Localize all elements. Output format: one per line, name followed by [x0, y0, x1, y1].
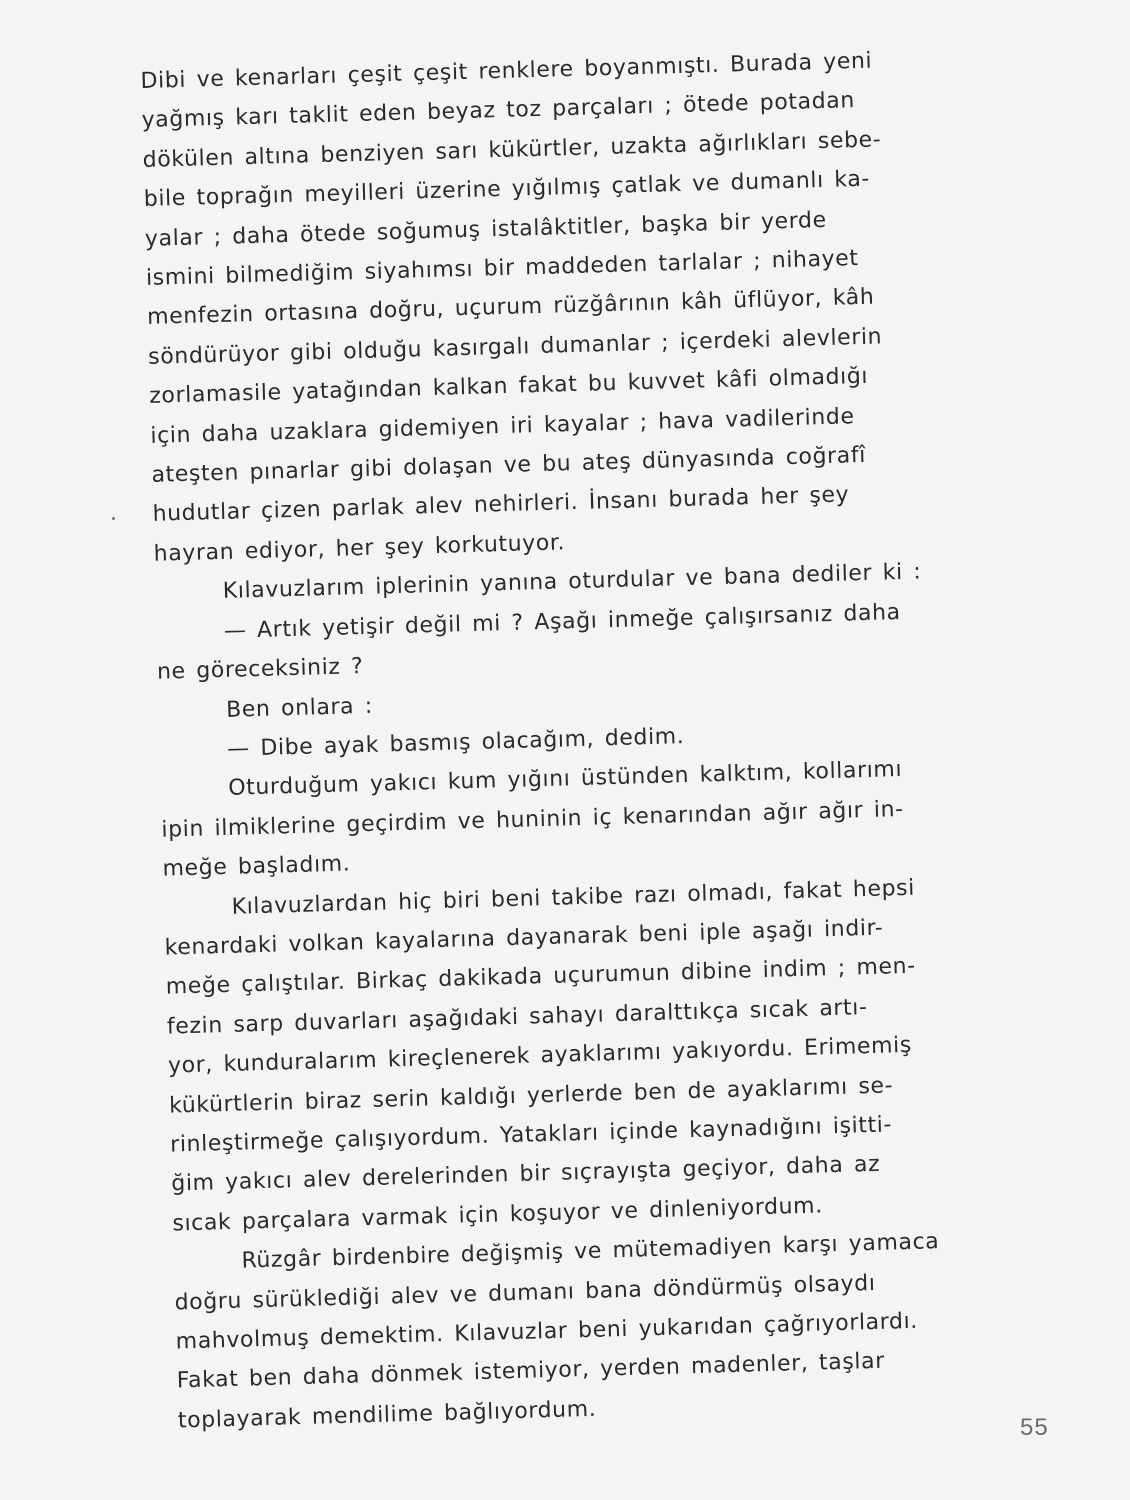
paragraph-first-line: Kılavuzlarım iplerinin yanına oturdular ve bana dediler ki : — [222, 559, 922, 605]
dialogue-line: — Artık yetişir değil mi ? Aşağı inmeğe çalışırsanız daha — [223, 599, 901, 644]
text-line: ateşten pınarlar gibi dolaşan ve bu ateş dünyasında coğrafî — [151, 442, 867, 488]
text-line: dökülen altına benziyen sarı kükürtler, uzakta ağırlıkları sebe- — [142, 127, 882, 173]
text-line: sıcak parçalara varmak için koşuyor ve dinleniyordum. — [172, 1193, 824, 1237]
page-number: 55 — [1020, 1414, 1049, 1441]
text-line: doğru sürüklediği alev ve dumanı bana döndürmüş olsaydı — [174, 1270, 876, 1316]
paragraph-first-line: Oturduğum yakıcı kum yığını üstünden kalktım, kollarımı — [227, 757, 903, 802]
text-line: toplayarak mendilime bağlıyordum. — [177, 1396, 597, 1434]
text-line: kenardaki volkan kayalarına dayanarak beni iple aşağı indir- — [164, 915, 884, 961]
text-line: rinleştirmeğe çalışıyordum. Yatakları içinde kaynadığını işitti- — [169, 1112, 893, 1158]
text-line: bile toprağın meyilleri üzerine yığılmış çatlak ve dumanlı ka- — [143, 166, 871, 213]
text-line: ismini bilmediğim siyahımsı bir maddeden tarlalar ; nihayet — [145, 246, 859, 291]
text-line: meğe başladım. — [162, 851, 351, 882]
body-text — [140, 37, 1068, 1441]
text-line: yalar ; daha ötede soğumuş istalâktitler, başka bir yerde — [144, 207, 828, 252]
text-line: yor, kunduralarım kireçlenerek ayaklarımı yakıyordu. Erimemiş — [167, 1032, 913, 1079]
text-line: yağmış karı taklit eden beyaz toz parçaları ; ötede potadan — [141, 88, 856, 134]
paragraph-first-line: Ben onlara : — [225, 693, 374, 723]
text-line: ne göreceksiniz ? — [156, 654, 364, 685]
paragraph-first-line: Rüzgâr birdenbire değişmiş ve mütemadiyen karşı yamaca — [241, 1229, 940, 1274]
text-line: ğim yakıcı alev derelerinden bir sıçrayışta geçiyor, daha az — [171, 1152, 881, 1197]
text-line: hayran ediyor, her şey korkutuyor. — [153, 530, 566, 567]
text-line: hudutlar çizen parlak alev nehirleri. İnsanı burada her şey — [152, 482, 850, 528]
dialogue-line: — Dibe ayak basmış olacağım, dedim. — [226, 723, 685, 762]
text-line: Dibi ve kenarları çeşit çeşit renklere boyanmıştı. Burada yeni — [140, 48, 873, 94]
text-line: mahvolmuş demektim. Kılavuzlar beni yukarıdan çağrıyorlardı. — [175, 1308, 919, 1355]
text-line: fezin sarp duvarları aşağıdaki sahayı daralttıkça sıcak artı- — [166, 994, 868, 1040]
text-line: söndürüyor gibi olduğu kasırgalı dumanlar ; içerdeki alevlerin — [147, 324, 883, 370]
text-line: meğe çalıştılar. Birkaç dakikada uçurumun dibine indim ; men- — [165, 954, 917, 1000]
text-line: için daha uzaklara gidemiyen iri kayalar ; hava vadilerinde — [150, 403, 855, 449]
paragraph-first-line: Kılavuzlardan hiç biri beni takibe razı olmadı, fakat hepsi — [231, 875, 916, 920]
text-line: Fakat ben daha dönmek istemiyor, yerden madenler, taşlar — [176, 1349, 886, 1394]
text-line: ipin ilmiklerine geçirdim ve huninin iç kenarından ağır ağır in- — [161, 796, 904, 843]
text-line: zorlamasile yatağından kalkan fakat bu kuvvet kâfi olmadığı — [148, 364, 869, 410]
scan-speck — [112, 517, 115, 520]
text-line: menfezin ortasına doğru, uçurum rüzğârının kâh üflüyor, kâh — [146, 285, 875, 331]
text-line: kükürtlerin biraz serin kaldığı yerlerde ben de ayaklarımı se- — [168, 1072, 894, 1119]
